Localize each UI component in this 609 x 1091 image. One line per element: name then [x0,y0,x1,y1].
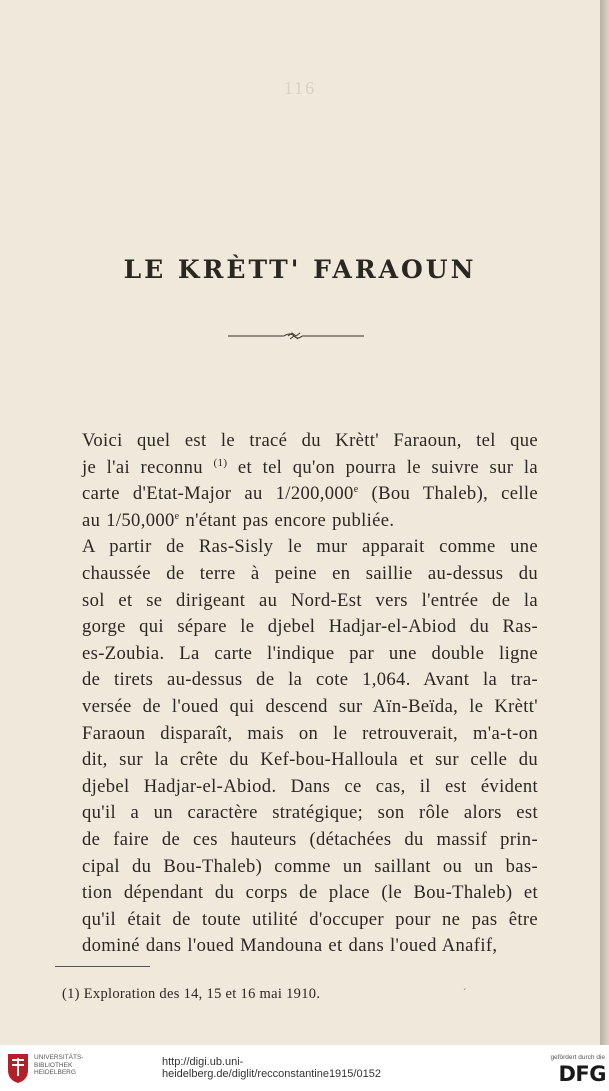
text-line: qu'il a un caractère stratégique; son rôle alors est [82,802,538,824]
text-line: de tirets au-dessus de la cote 1,064. Avant la tra- [82,669,538,691]
title-ornament [228,330,364,342]
text-line: carte d'Etat-Major au 1/200,000e (Bou Thaleb), celle [82,483,538,505]
text-line: tion dépendant du corps de place (le Bou-Thaleb) et [82,882,538,904]
university-logo-icon [6,1052,30,1084]
text-line: cipal du Bou-Thaleb) comme un saillant ou un bas- [82,855,538,877]
body-text [60,428,538,960]
footnote-rule [55,966,150,967]
text-line: de faire de ces hauteurs (détachées du massif prin- [82,828,538,850]
text-line: dominé dans l'oued Mandouna et dans l'oued Anafif, [82,935,498,957]
ordinal-suffix: e [174,510,180,522]
text-line: djebel Hadjar-el-Abiod. Dans ce cas, il est évident [82,775,538,797]
ink-mark: ˊ [463,988,467,999]
text-line: dit, sur la crête du Kef-bou-Halloula et sur celle du [82,749,538,771]
ordinal-suffix: e [353,484,359,495]
text-line: au 1/50,000e n'étant pas encore publiée. [82,509,395,531]
institution-name: UNIVERSITÄTS- BIBLIOTHEK HEIDELBERG [34,1054,84,1076]
text-line: gorge qui sépare le djebel Hadjar-el-Abiod du Ras- [82,616,538,638]
text-line: Voici quel est le tracé du Krètt' Faraoun, tel que [82,430,538,451]
page-number: 116 [283,78,317,98]
paragraph [60,428,538,534]
text-line: chaussée de terre à peine en saillie au-dessus du [82,562,538,584]
dfg-logo: DFG [558,1062,606,1086]
text-line: versée de l'oued qui descend sur Aïn-Beïda, le Krètt' [82,695,538,717]
text-line: es-Zoubia. La carte l'indique par une double ligne [82,642,538,664]
sponsor-label: gefördert durch die [550,1054,605,1061]
chapter-title: LE KRÈTT' FARAOUN [123,255,477,284]
footnote-ref: (1) [213,456,228,469]
text-line: qu'il était de toute utilité d'occuper pour ne pas être [82,908,538,930]
text-line: A partir de Ras-Sisly le mur apparait comme une [82,536,538,558]
permalink-url[interactable]: http://digi.ub.uni-heidelberg.de/diglit/recconstantine1915/0152 [162,1056,381,1080]
text-line: je l'ai reconnu $^{(1)}$ et tel qu'on pourra le suivre sur la [82,456,538,478]
paragraph [60,534,538,960]
text-line: sol et se dirigeant au Nord-Est vers l'entrée de la [82,589,538,611]
footnote: (1) Exploration des 14, 15 et 16 mai 1910. [62,986,321,1002]
page-edge-shadow [600,0,609,1045]
text-line: Faraoun disparaît, mais on le retrouverait, m'a-t-on [82,722,538,744]
